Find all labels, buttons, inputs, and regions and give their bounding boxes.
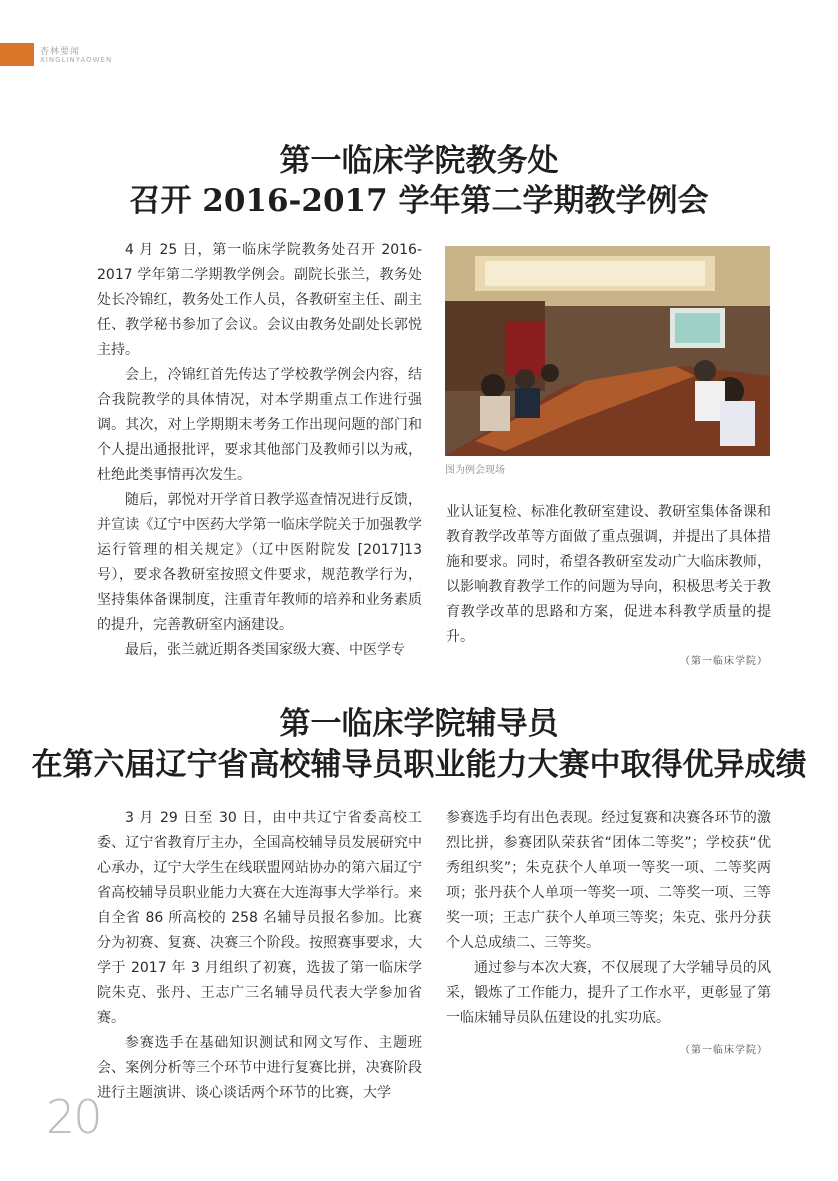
article1-paragraph: 业认证复检、标准化教研室建设、教研室集体备课和教育教学改革等方面做了重点强调，并提出了具体措施和要求。同时，希望各教研室发动广大临床教师，以影响教育教学工作的问题为导向，积极思考关于教育教学改革的思路和方案，促进本科教学质量的提升。 <box>446 504 771 645</box>
article1-title-line1: 第一临床学院教务处 <box>279 143 559 179</box>
article2-paragraph: 3 月 29 日至 30 日，由中共辽宁省委高校工委、辽宁省教育厅主办，全国高校辅导员发展研究中心承办，辽宁大学生在线联盟网站协办的第六届辽宁省高校辅导员职业能力大赛在大连海事大学举行。来自全省 86 所高校的 258 名辅导员报名参加。比赛分为初赛、复赛、决赛三个阶段。按照赛事要求，大学于 2017 年 3 月组织了初赛，选拔了第一临床学院朱克、张丹、王志广三名辅导员代表大学参加省赛。 <box>97 810 422 1026</box>
section-color-tab <box>0 43 34 66</box>
article2-title-line2: 在第六届辽宁省高校辅导员职业能力大赛中取得优异成绩 <box>31 747 807 783</box>
section-header-en: XINGLINYAOWEN <box>40 56 113 64</box>
article1-left-column <box>97 238 422 663</box>
article2-title-line1: 第一临床学院辅导员 <box>279 706 559 742</box>
article1-source: （第一临床学院） <box>680 656 768 667</box>
article2-left-column <box>97 806 422 1106</box>
article2-source: （第一临床学院） <box>680 1045 768 1056</box>
article1-paragraph: 会上，冷锦红首先传达了学校教学例会内容，结合我院教学的具体情况，对本学期重点工作进行强调。其次，对上学期期末考务工作出现问题的部门和个人提出通报批评，要求其他部门及教师引以为戒，杜绝此类事情再次发生。 <box>97 367 422 483</box>
section-header-cn: 杏林要闻 <box>40 47 81 57</box>
photo-caption: 图为例会现场 <box>445 465 505 476</box>
article2-paragraph: 参赛选手在基础知识测试和网文写作、主题班会、案例分析等三个环节中进行复赛比拼，决赛阶段进行主题演讲、谈心谈话两个环节的比赛，大学 <box>97 1035 422 1101</box>
article2-right-column <box>446 806 771 1031</box>
article2-paragraph: 通过参与本次大赛，不仅展现了大学辅导员的风采，锻炼了工作能力，提升了工作水平，更彰显了第一临床辅导员队伍建设的扎实功底。 <box>446 960 771 1026</box>
page-number: 20 <box>46 1090 101 1144</box>
article1-right-column <box>446 500 771 650</box>
article1-title-line2: 召开 2016-2017 学年第二学期教学例会 <box>129 183 709 219</box>
article1-paragraph: 最后，张兰就近期各类国家级大赛、中医学专 <box>125 642 405 658</box>
article1-paragraph: 4 月 25 日，第一临床学院教务处召开 2016-2017 学年第二学期教学例会。副院长张兰，教务处处长冷锦红，教务处工作人员，各教研室主任、副主任、教学秘书参加了会议。会议由教务处副处长郭悦主持。 <box>97 242 422 358</box>
article2-paragraph: 参赛选手均有出色表现。经过复赛和决赛各环节的激烈比拼，参赛团队荣获省“团体二等奖”；学校获“优秀组织奖”；朱克获个人单项一等奖一项、二等奖两项；张丹获个人单项一等奖一项、二等奖一项、三等奖一项；王志广获个人单项三等奖；朱克、张丹分获个人总成绩二、三等奖。 <box>446 810 771 951</box>
article1-paragraph: 随后，郭悦对开学首日教学巡查情况进行反馈，并宣读《辽宁中医药大学第一临床学院关于加强教学运行管理的相关规定》（辽中医附院发 [2017]13 号），要求各教研室按照文件要求，规范教学行为，坚持集体备课制度，注重青年教师的培养和业务素质的提升，完善教研室内涵建设。 <box>97 492 422 633</box>
meeting-photo <box>445 246 770 456</box>
